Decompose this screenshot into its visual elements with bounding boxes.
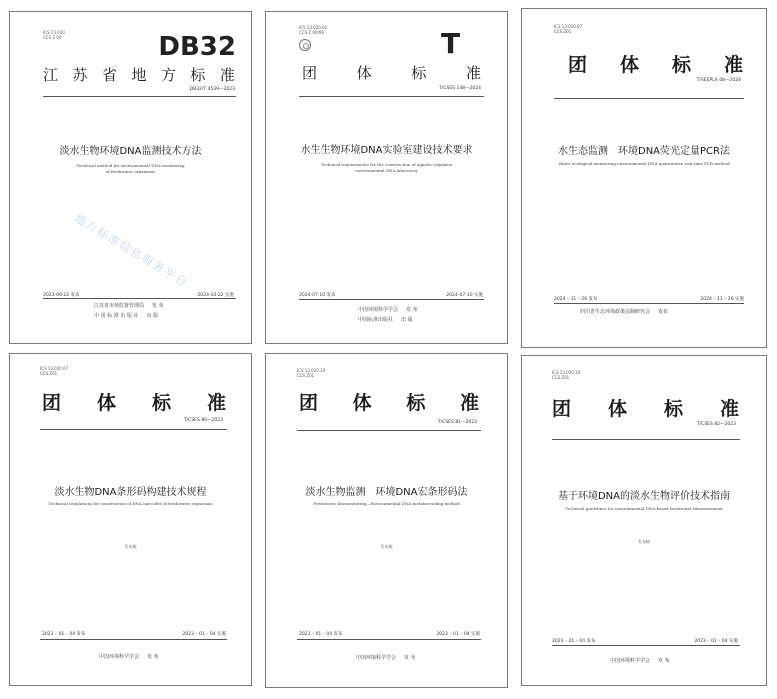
standard-title-en: Water ecological monitoring-environmental DNA quantitative real-time PCR method — [558, 161, 730, 166]
ics-code: ICS 13.020 — [43, 30, 65, 35]
implementation-date: 2024 – 11 – 26 实施 — [700, 297, 744, 302]
publisher-row: 中 国 标 准 出 版 社 出 版 — [94, 313, 159, 319]
watermark: 地方标准信息服务平台 — [72, 211, 191, 290]
standard-title: 基于环境DNA的淡水生物评价技术指南 — [557, 491, 731, 502]
ccs-code: CCS Z 00/09 — [299, 30, 324, 35]
ics-code: ICS 13.020.07 — [40, 366, 69, 371]
standard-code: DB32/T 4539—2023 — [189, 87, 235, 92]
standard-title: 淡水生物监测 环境DNA宏条形码法 — [305, 487, 468, 498]
implementation-date: 2023 – 01 – 04 实施 — [436, 632, 480, 637]
standard-title-en: Technical regulations for construction of DNA barcodes of freshwater organisms — [48, 501, 213, 506]
db32-logo: DB32 — [158, 32, 236, 62]
standard-title-en: Technical guidelines for environmental DNA-based freshwater bioassessment — [565, 506, 723, 511]
ccs-code: CCS Z01 — [40, 371, 58, 376]
divider — [43, 298, 236, 299]
standard-title: 淡水生物DNA条形码构建技术规程 — [54, 487, 207, 498]
standard-banner: 团 体 标 准 — [42, 392, 227, 414]
divider — [554, 98, 744, 99]
standard-cover-tseepla-08 — [521, 8, 767, 348]
ccs-code: CCS Z01 — [554, 29, 572, 34]
publisher-row: 四川省生态环境政策法制研究会 发布 — [580, 309, 669, 315]
standard-code: T/SEEPLA 08—2024 — [696, 78, 741, 83]
standard-cover-db32 — [9, 11, 252, 344]
ics-code: ICS 13.020.10 — [552, 370, 581, 375]
publisher-row: 中国环境科学学会 发 布 — [358, 307, 418, 313]
publisher-row: 中国环境科学学会 发 布 — [610, 658, 670, 664]
divider — [297, 639, 481, 640]
issue-date: 2024-07-10 发布 — [299, 293, 336, 298]
t-logo: T — [441, 27, 461, 60]
draft-label: 发布稿 — [638, 539, 650, 544]
divider — [554, 303, 744, 304]
standard-code: T/CSES 148—2024 — [439, 86, 481, 91]
divider — [40, 429, 227, 430]
standard-banner: 团 体 标 准 — [568, 54, 744, 76]
standard-cover-tcses-81 — [265, 353, 508, 688]
standard-banner: 团 体 标 准 — [552, 398, 740, 420]
implementation-date: 2024-07-10 实施 — [446, 293, 483, 298]
standard-cover-tcses-82 — [521, 355, 767, 686]
standard-banner: 团 体 标 准 — [302, 64, 482, 82]
standard-title-en: Freshwater biomonitoring—Environmental DNA metabarcoding method — [313, 501, 460, 506]
divider — [299, 299, 484, 300]
standard-title: 水生生物环境DNA实验室建设技术要求 — [300, 145, 473, 156]
standard-title-en: Technical method for environmental DNA monitoring of freshwater organisms — [76, 163, 185, 174]
implementation-date: 2023 – 01 – 04 实施 — [182, 632, 226, 637]
standard-code: T/CSES 82—2023 — [696, 422, 736, 427]
draft-label: 发布稿 — [380, 544, 393, 549]
issue-date: 2023 – 01 – 04 发布 — [552, 639, 596, 644]
publisher-row: 中国标准出版社 出 版 — [358, 317, 413, 323]
issue-date: 2023-09-22 发布 — [43, 293, 80, 298]
issue-date: 2024 – 11 – 26 发布 — [554, 297, 598, 302]
standard-code: T/CSES 80—2023 — [183, 418, 223, 423]
standard-banner: 江 苏 省 地 方 标 准 — [43, 66, 236, 84]
issue-date: 2023 – 01 – 04 发布 — [42, 632, 86, 637]
divider — [552, 439, 740, 440]
standard-cover-tcses-148 — [265, 11, 508, 344]
ics-code: ICS 13.020.01 — [299, 25, 328, 30]
publisher-row: 中国环境科学学会 发 布 — [356, 655, 416, 661]
standard-banner: 团 体 标 准 — [299, 392, 480, 414]
divider — [552, 645, 740, 646]
implementation-date: 2023 – 01 – 04 实施 — [694, 639, 738, 644]
divider — [40, 639, 227, 640]
issue-date: 2023 – 01 – 04 发布 — [299, 632, 343, 637]
publisher-row: 江苏省市场监督管理局 发 布 — [94, 303, 164, 309]
draft-label: 发布稿 — [124, 544, 137, 549]
ccs-code: CCS Z01 — [297, 373, 315, 378]
standard-code: T/CSES 81—2023 — [437, 420, 477, 425]
standard-title-en: Technical requirements for the construction of aquatic organism environmental DNA laboratory — [320, 162, 453, 173]
standard-title: 淡水生物环境DNA监测技术方法 — [59, 146, 202, 157]
standard-title: 水生态监测 环境DNA荧光定量PCR法 — [558, 146, 730, 157]
divider — [299, 96, 484, 97]
divider — [297, 430, 481, 431]
ics-code: ICS 13.020.10 — [297, 368, 326, 373]
society-seal-icon — [299, 39, 311, 51]
standard-cover-tcses-80 — [9, 353, 252, 686]
ics-code: ICS 13.020.07 — [554, 24, 583, 29]
ccs-code: CCS Z 00 — [43, 35, 62, 40]
ccs-code: CCS Z01 — [552, 375, 570, 380]
divider — [43, 96, 236, 97]
implementation-date: 2023-10-22 实施 — [197, 293, 234, 298]
publisher-row: 中国环境科学学会 发 布 — [99, 654, 159, 660]
